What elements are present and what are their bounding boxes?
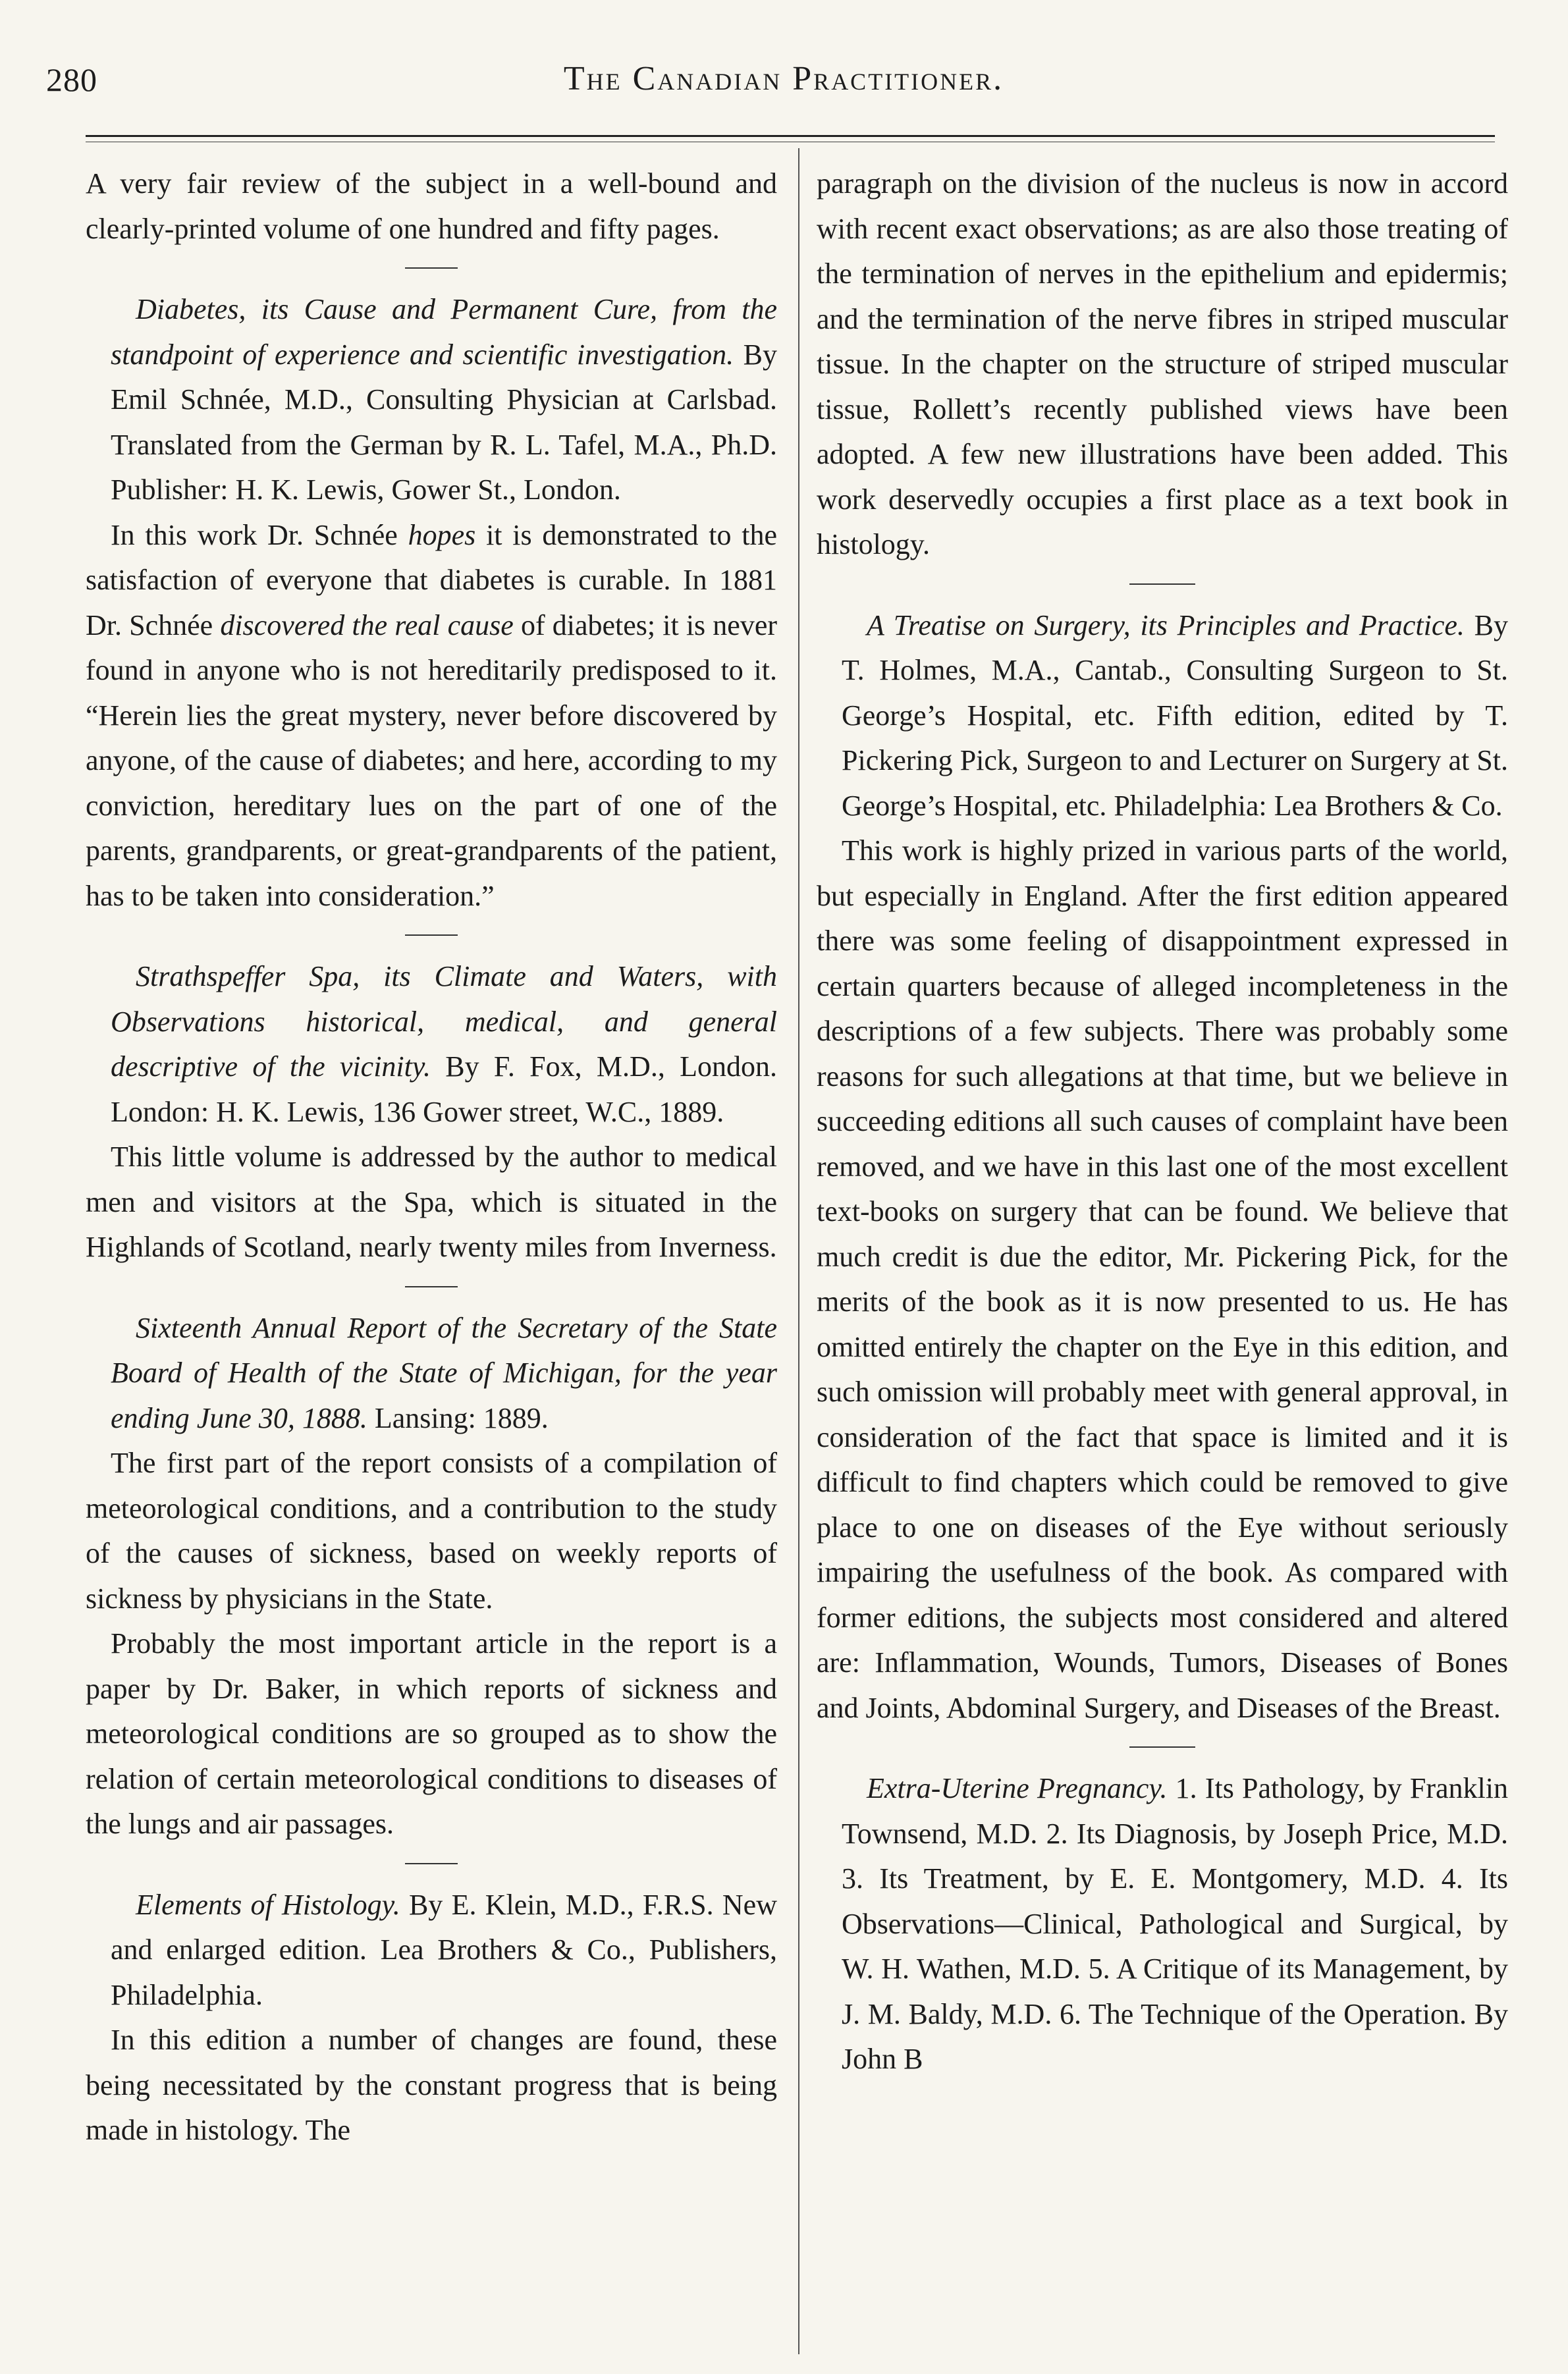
- review-paragraph: Probably the most important article in the report is a paper by Dr. Baker, in which reports of sickness and meteorological conditions are so grouped as to show the relation of certain meteorological conditions to diseases of the lungs and air passages.: [86, 1627, 777, 1840]
- review-paragraph: This work is highly prized in various parts of the world, but especially in England. After the first edition appeared there was some feeling of disappointment expressed in certain quarters because of alleged incompleteness in the descriptions of a few subjects. There was probably some reasons for such allegations at that time, but we believe in succeeding editions all such causes of complaint have been removed, and we have in this last one of the most excellent text-books on surgery that can be found. We believe that much credit is due the editor, Mr. Pickering Pick, for the merits of the book as it is now presented to us. He has omitted entirely the chapter on the Eye in this edition, and such omission will probably meet with general approval, in consideration of the fact that space is limited and it is difficult to find chapters which could be removed to give place to one on diseases of the Eye without seriously impairing the usefulness of the book. As compared with former editions, the subjects most considered and altered are: Inflammation, Wounds, Tumors, Diseases of Bones and Joints, Abdominal Surgery, and Diseases of the Breast.: [817, 834, 1508, 1724]
- book-title: Diabetes, its Cause and Permanent Cure, from the standpoint of experience and scientific investigation.: [111, 293, 777, 371]
- book-details: By F. Fox, M.D., London. London: H. K. Lewis, 136 Gower street, W.C., 1889.: [111, 1050, 777, 1128]
- section-separator: [1129, 583, 1195, 585]
- book-details: 1. Its Pathology, by Franklin Townsend, M.D. 2. Its Diagnosis, by Joseph Price, M.D. 3. Its Treatment, by E. E. Montgomery, M.D. 4. Its Observations—Clinical, Pathological and Surgical, by W. H. Wathen, M.D. 5. A Critique of its Management, by J. M. Baldy, M.D. 6. The Technique of the Operation. By John B: [842, 1772, 1508, 2075]
- book-details: Lansing: 1889.: [367, 1401, 549, 1434]
- book-entry-michigan-report: [86, 1306, 777, 1442]
- page-number: 280: [46, 61, 97, 98]
- book-entry-histology: [86, 1883, 777, 2018]
- left-column: [86, 161, 777, 2153]
- book-entry-diabetes: [86, 287, 777, 513]
- section-separator: [1129, 1746, 1195, 1748]
- page-header: [46, 47, 1521, 113]
- review-paragraph: This little volume is addressed by the author to medical men and visitors at the Spa, which is situated in the Highlands of Scotland, nearly twenty miles from Inverness.: [86, 1141, 777, 1263]
- review-paragraph: The first part of the report consists of a compilation of meteorological conditions, and a contribution to the study of the causes of sickness, based on weekly reports of sickness by physicians in the State.: [86, 1447, 777, 1615]
- book-title: A Treatise on Surgery, its Principles and Practice.: [867, 608, 1465, 641]
- right-column: [817, 161, 1508, 2082]
- book-entry-extra-uterine: [817, 1766, 1508, 2082]
- section-separator: [405, 267, 458, 269]
- book-details: By T. Holmes, M.A., Cantab., Consulting Surgeon to St. George’s Hospital, etc. Fifth edition, edited by T. Pickering Pick, Surgeon to and Lecturer on Surgery at St. George’s Hospital, etc. Philadelphia: Lea Brothers & Co.: [842, 608, 1508, 822]
- section-separator: [405, 1286, 458, 1287]
- book-details: By E. Klein, M.D., F.R.S. New and enlarged edition. Lea Brothers & Co., Publishers, Philadelphia.: [111, 1888, 777, 2011]
- book-title: Extra-Uterine Pregnancy.: [867, 1772, 1168, 1804]
- book-entry-strathpeffer: [86, 954, 777, 1135]
- book-entry-surgery: [817, 603, 1508, 829]
- book-title: Sixteenth Annual Report of the Secretary of the State Board of Health of the State of Michigan, for the year ending June 30, 1888.: [111, 1311, 777, 1434]
- section-separator: [405, 1863, 458, 1864]
- running-title: The Canadian Practitioner.: [563, 60, 1004, 97]
- review-paragraph: A very fair review of the subject in a well-bound and clearly-printed volume of one hundred and fifty pages.: [86, 167, 777, 245]
- section-separator: [405, 934, 458, 936]
- book-details: By Emil Schnée, M.D., Consulting Physician at Carlsbad. Translated from the German by R. L. Tafel, M.A., Ph.D. Publisher: H. K. Lewis, Gower St., London.: [111, 338, 777, 506]
- column-divider: [798, 148, 799, 2354]
- header-rule: [86, 135, 1495, 137]
- book-title: Elements of Histology.: [136, 1888, 400, 1921]
- review-paragraph: In this work Dr. Schnée hopes it is demonstrated to the satisfaction of everyone that diabetes is curable. In 1881 Dr. Schnée discovered the real cause of diabetes; it is never found in anyone who is not hereditarily predisposed to it. “Herein lies the great mystery, never before discovered by anyone, of the cause of diabetes; and here, according to my conviction, hereditary lues on the part of one of the parents, grandparents, or great-grandparents of the patient, has to be taken into consideration.”: [86, 518, 777, 912]
- review-paragraph: In this edition a number of changes are found, these being necessitated by the constant progress that is being made in histology. The: [86, 2024, 777, 2146]
- review-paragraph: paragraph on the division of the nucleus is now in accord with recent exact observations; as are also those treating of the termination of nerves in the epithelium and epidermis; and the termination of the nerve fibres in striped muscular tissue. In the chapter on the structure of striped muscular tissue, Rollett’s recently published views have been adopted. A few new illustrations have been added. This work deservedly occupies a first place as a text book in histology.: [817, 167, 1508, 560]
- book-title: Strathspeffer Spa, its Climate and Waters, with Observations historical, medical, and general descriptive of the vicinity.: [111, 960, 777, 1083]
